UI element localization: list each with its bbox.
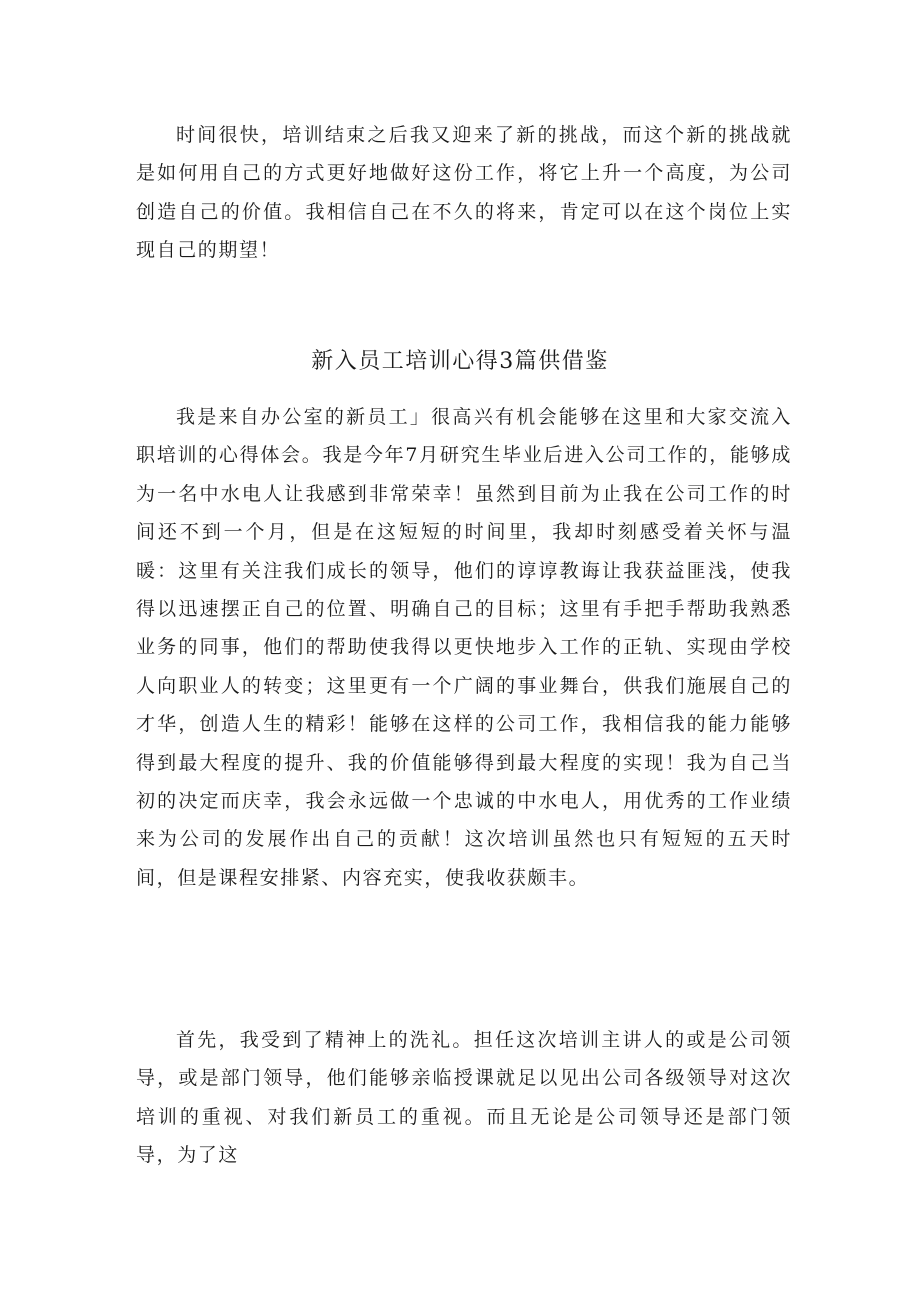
section-heading: 新入员工培训心得3篇供借鉴: [311, 349, 609, 374]
paragraph-body-1: 我是来自办公室的新员工」很高兴有机会能够在这里和大家交流入职培训的心得体会。我是今年7月研究生毕业后进入公司工作的，能够成为一名中水电人让我感到非常荣幸！虽然到目前为止我在公司工作的时间还不到一个月，但是在这短短的时间里，我却时刻感受着关怀与温暖：这里有关注我们成长的领导，他们的谆谆教诲让我获益匪浅，使我得以迅速摆正自己的位置、明确自己的目标；这里有手把手帮助我熟悉业务的同事，他们的帮助使我得以更快地步入工作的正轨、实现由学校人向职业人的转变；这里更有一个广阔的事业舞台，供我们施展自己的才华，创造人生的精彩！能够在这样的公司工作，我相信我的能力能够得到最大程度的提升、我的价值能够得到最大程度的实现！我为自己当初的决定而庆幸，我会永远做一个忠诚的中水电人，用优秀的工作业绩来为公司的发展作出自己的贡献！这次培训虽然也只有短短的五天时间，但是课程安排紧、内容充实，使我收获颇丰。: [136, 406, 792, 889]
paragraph-body-2: 首先，我受到了精神上的洗礼。担任这次培训主讲人的或是公司领导，或是部门领导，他们能够亲临授课就足以见出公司各级领导对这次培训的重视、对我们新员工的重视。而且无论是公司领导还是部门领导，为了这: [136, 1029, 792, 1167]
paragraph-intro: 时间很快，培训结束之后我又迎来了新的挑战，而这个新的挑战就是如何用自己的方式更好地做好这份工作，将它上升一个高度，为公司创造自己的价值。我相信自己在不久的将来，肯定可以在这个岗位上实现自己的期望！: [136, 124, 792, 262]
